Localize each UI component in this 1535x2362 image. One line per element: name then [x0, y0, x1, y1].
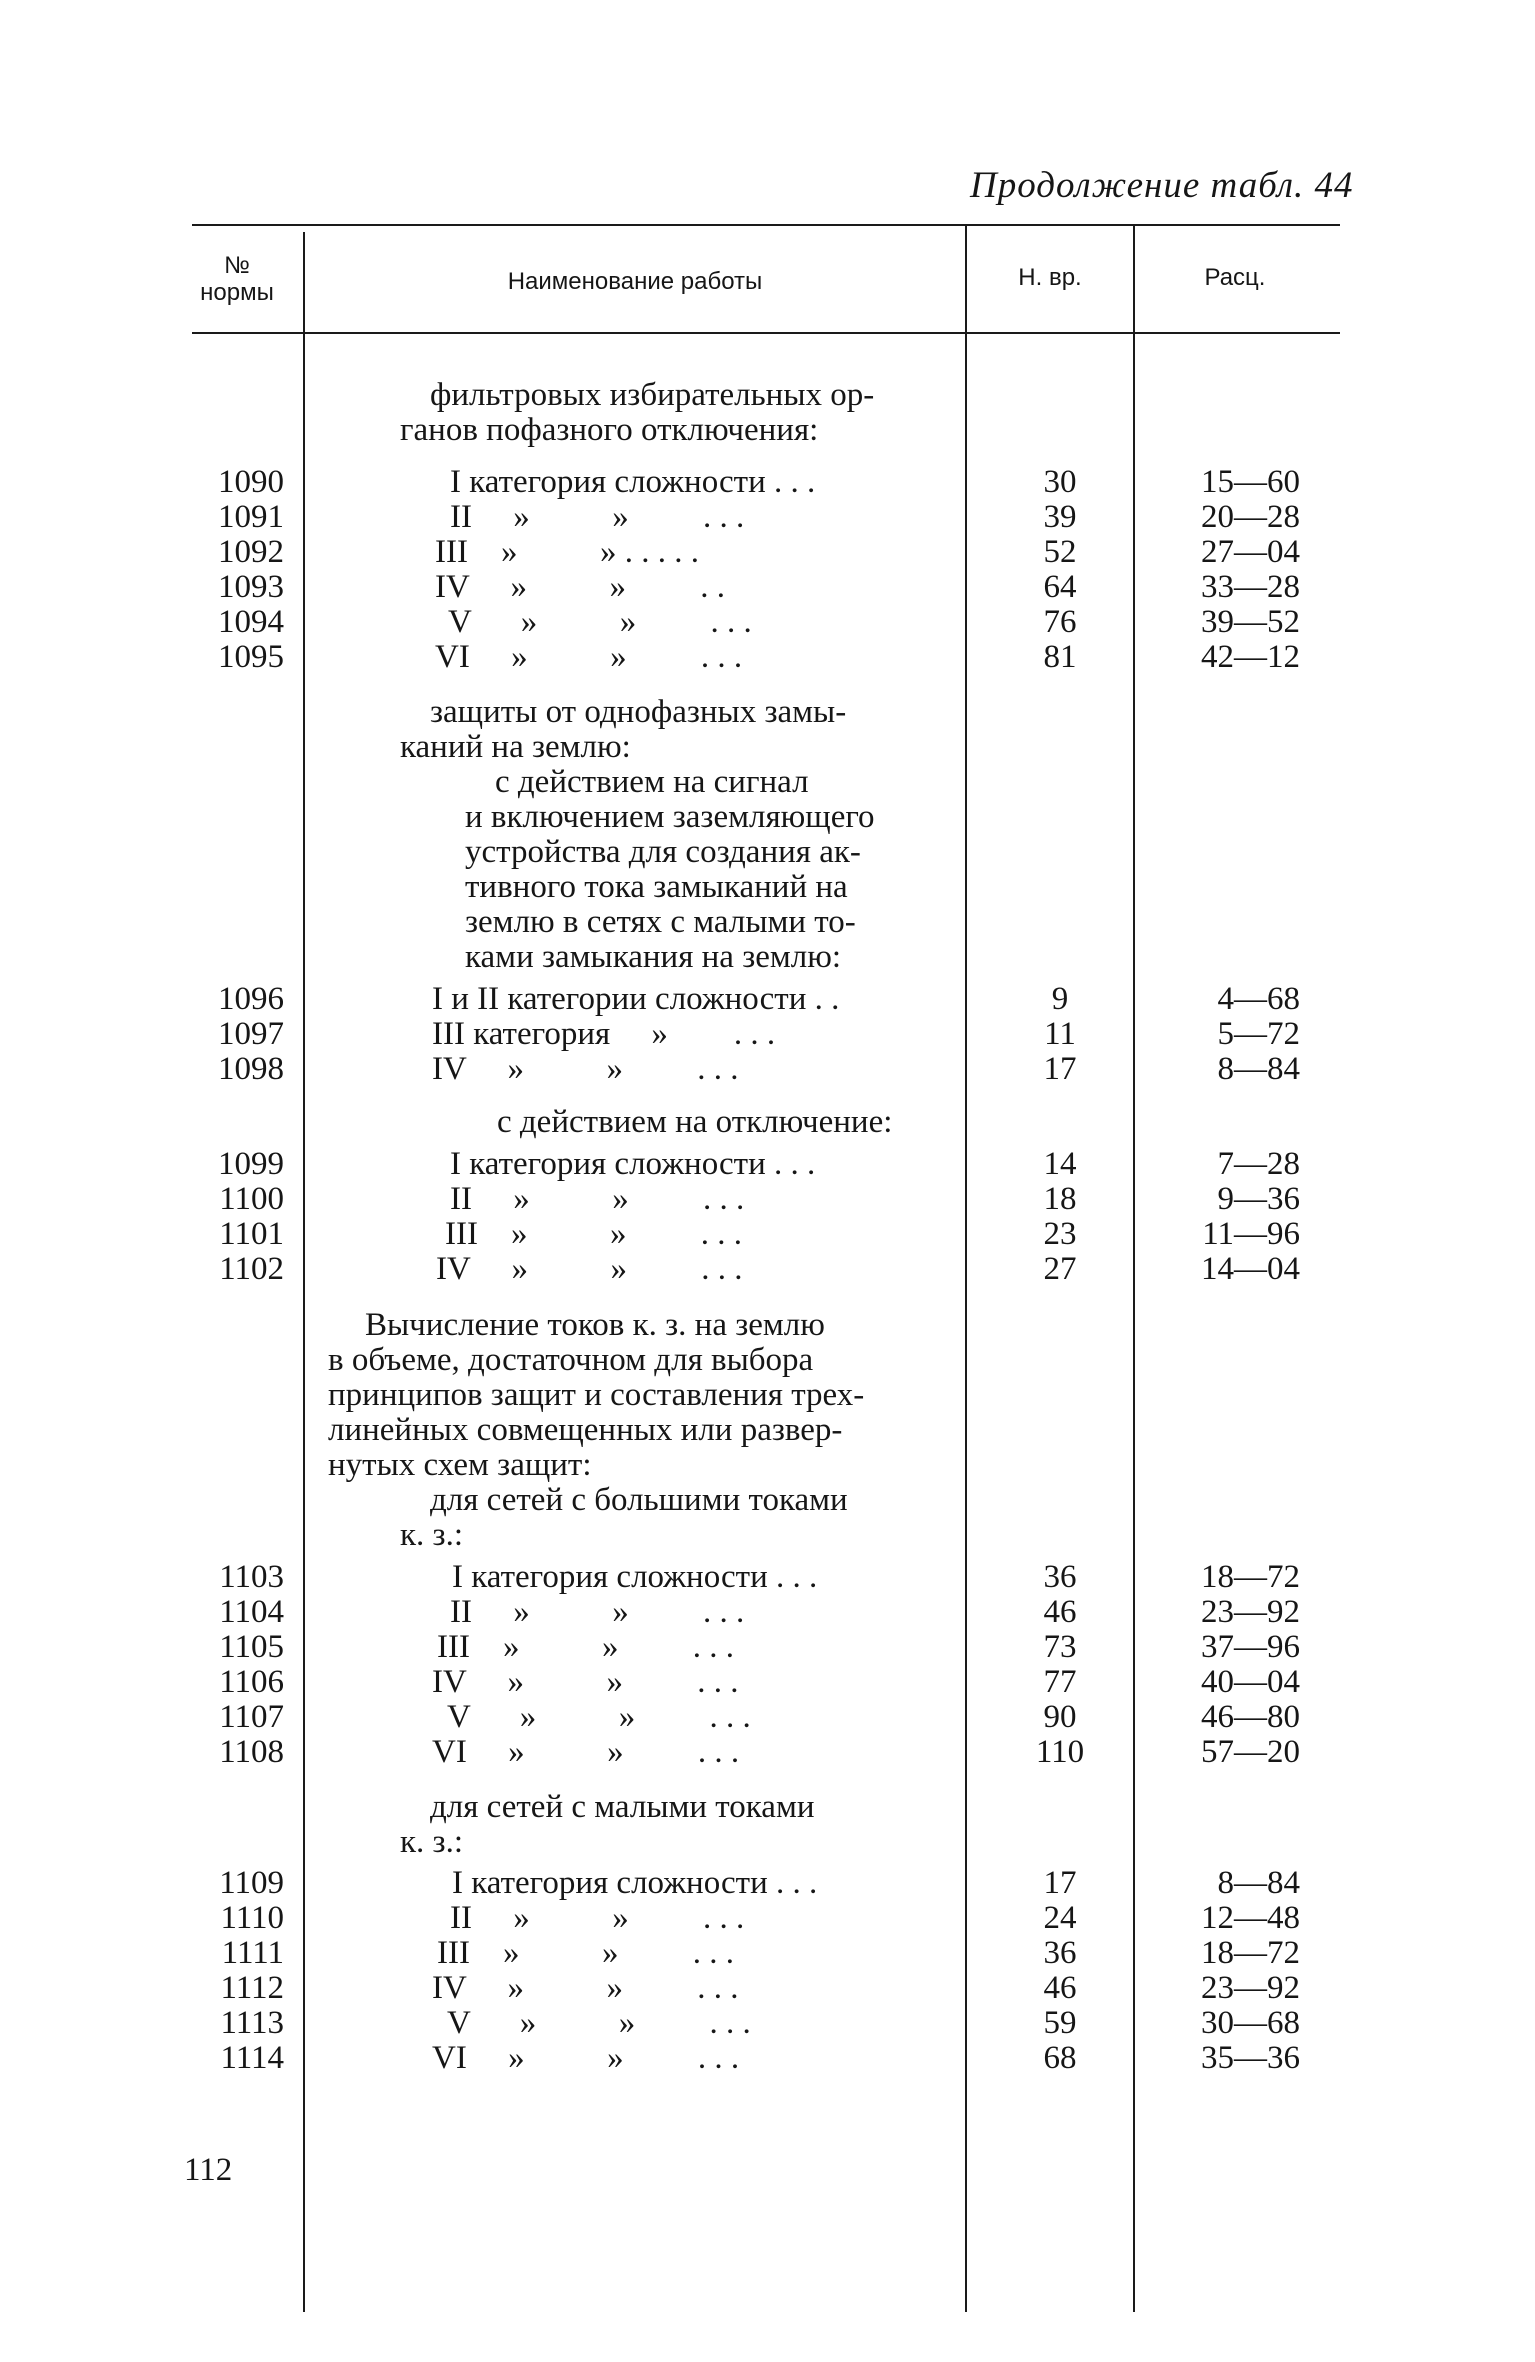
section-heading-line: ганов пофазного отключения:: [400, 412, 819, 448]
table-row: [0, 465, 1535, 500]
row-rate: 35—36: [1201, 2040, 1300, 2076]
row-number: 1111: [221, 1935, 284, 1971]
section-heading-line: принципов защит и составления трех-: [328, 1377, 865, 1413]
row-rate: 37—96: [1201, 1629, 1300, 1665]
row-time-norm: 18: [1043, 1181, 1077, 1217]
row-rate: 46—80: [1201, 1699, 1300, 1735]
row-rate: 27—04: [1201, 534, 1300, 570]
subsection-heading-line: и включением заземляющего: [465, 799, 875, 835]
row-rate: 4—68: [1217, 981, 1300, 1017]
table-row: [0, 1901, 1535, 1936]
section-heading-line: нутых схем защит:: [328, 1447, 592, 1483]
row-name: VI » » . . .: [432, 1734, 740, 1770]
header-top-rule: [192, 224, 1340, 226]
table-row: [0, 535, 1535, 570]
row-rate: 7—28: [1217, 1146, 1300, 1182]
row-name: I категория сложности . . .: [452, 1865, 818, 1901]
table-row: [0, 2006, 1535, 2041]
page-number: 112: [184, 2152, 233, 2188]
table-caption: Продолжение табл. 44: [970, 165, 1354, 206]
row-number: 1113: [220, 2005, 284, 2041]
table-row: [0, 1560, 1535, 1595]
row-number: 1090: [218, 464, 284, 500]
table-row: [0, 605, 1535, 640]
table-row: [0, 1052, 1535, 1087]
row-rate: 30—68: [1201, 2005, 1300, 2041]
row-name: III » » . . .: [445, 1216, 742, 1252]
row-name: II » » . . .: [450, 1181, 745, 1217]
row-number: 1103: [219, 1559, 284, 1595]
row-rate: 14—04: [1201, 1251, 1300, 1287]
row-time-norm: 39: [1043, 499, 1077, 535]
subsection-heading-line: ками замыкания на землю:: [465, 939, 842, 975]
table-row: [0, 982, 1535, 1017]
section-heading-line: каний на землю:: [400, 729, 631, 765]
subsection-heading-line: к. з.:: [400, 1517, 463, 1553]
row-number: 1100: [219, 1181, 284, 1217]
section-heading-line: Вычисление токов к. з. на землю: [365, 1307, 825, 1343]
row-time-norm: 11: [1044, 1016, 1076, 1052]
row-time-norm: 77: [1043, 1664, 1077, 1700]
table-row: [0, 640, 1535, 675]
row-number: 1097: [218, 1016, 284, 1052]
subsection-heading-line: для сетей с большими токами: [430, 1482, 848, 1518]
row-name: III » » . . .: [437, 1629, 734, 1665]
row-rate: 5—72: [1217, 1016, 1300, 1052]
row-time-norm: 46: [1043, 1970, 1077, 2006]
subsection-heading-line: с действием на отключение:: [497, 1104, 893, 1140]
table-row: [0, 1936, 1535, 1971]
row-time-norm: 24: [1043, 1900, 1077, 1936]
row-time-norm: 36: [1043, 1935, 1077, 1971]
column-header-time-norm: Н. вр.: [1018, 264, 1082, 291]
row-name: V » » . . .: [447, 2005, 751, 2041]
row-name: IV » » . . .: [436, 1251, 743, 1287]
row-time-norm: 64: [1043, 569, 1077, 605]
row-rate: 9—36: [1217, 1181, 1300, 1217]
row-name: IV » » . . .: [432, 1970, 739, 2006]
table-row: [0, 1971, 1535, 2006]
row-name: IV » » . . .: [432, 1051, 739, 1087]
row-rate: 20—28: [1201, 499, 1300, 535]
header-bottom-rule: [192, 332, 1340, 334]
row-number: 1107: [219, 1699, 284, 1735]
row-name: I и II категории сложности . .: [432, 981, 840, 1017]
row-number: 1114: [220, 2040, 284, 2076]
column-header-rate: Расц.: [1204, 264, 1266, 291]
subsection-heading-line: тивного тока замыканий на: [465, 869, 848, 905]
row-number: 1105: [219, 1629, 284, 1665]
table-row: [0, 1595, 1535, 1630]
row-rate: 8—84: [1217, 1865, 1300, 1901]
row-number: 1101: [219, 1216, 284, 1252]
row-time-norm: 14: [1043, 1146, 1077, 1182]
subsection-heading-line: с действием на сигнал: [495, 764, 809, 800]
row-time-norm: 73: [1043, 1629, 1077, 1665]
row-time-norm: 81: [1043, 639, 1077, 675]
row-number: 1112: [220, 1970, 284, 2006]
row-number: 1106: [219, 1664, 284, 1700]
row-name: I категория сложности . . .: [452, 1559, 818, 1595]
row-number: 1094: [218, 604, 284, 640]
row-time-norm: 76: [1043, 604, 1077, 640]
row-time-norm: 17: [1043, 1051, 1077, 1087]
row-rate: 42—12: [1201, 639, 1300, 675]
row-name: I категория сложности . . .: [450, 464, 816, 500]
row-time-norm: 9: [1051, 981, 1069, 1017]
row-name: IV » » . . .: [432, 1664, 739, 1700]
row-rate: 8—84: [1217, 1051, 1300, 1087]
row-number: 1098: [218, 1051, 284, 1087]
row-number: 1099: [218, 1146, 284, 1182]
subsection-heading-line: для сетей с малыми токами: [430, 1789, 815, 1825]
row-number: 1091: [218, 499, 284, 535]
row-number: 1110: [220, 1900, 284, 1936]
table-row: [0, 1735, 1535, 1770]
section-heading-line: фильтровых избирательных ор-: [430, 377, 875, 413]
row-name: I категория сложности . . .: [450, 1146, 816, 1182]
row-number: 1096: [218, 981, 284, 1017]
table-row: [0, 1182, 1535, 1217]
subsection-heading-line: землю в сетях с малыми то-: [465, 904, 856, 940]
table-row: [0, 1630, 1535, 1665]
row-name: III » » . . .: [437, 1935, 734, 1971]
row-name: II » » . . .: [450, 1900, 745, 1936]
row-name: VI » » . . .: [435, 639, 743, 675]
table-row: [0, 500, 1535, 535]
row-number: 1109: [219, 1865, 284, 1901]
row-rate: 11—96: [1202, 1216, 1300, 1252]
row-number: 1102: [219, 1251, 284, 1287]
row-time-norm: 27: [1043, 1251, 1077, 1287]
row-rate: 40—04: [1201, 1664, 1300, 1700]
table-row: [0, 570, 1535, 605]
table-row: [0, 1252, 1535, 1287]
table-row: [0, 1866, 1535, 1901]
row-name: V » » . . .: [447, 1699, 751, 1735]
row-time-norm: 110: [1035, 1734, 1085, 1770]
row-number: 1093: [218, 569, 284, 605]
row-name: V » » . . .: [448, 604, 752, 640]
row-number: 1095: [218, 639, 284, 675]
row-time-norm: 52: [1043, 534, 1077, 570]
row-number: 1108: [219, 1734, 284, 1770]
row-name: VI » » . . .: [432, 2040, 740, 2076]
table-row: [0, 1665, 1535, 1700]
row-name: III категория » . . .: [432, 1016, 776, 1052]
row-number: 1104: [219, 1594, 284, 1630]
row-time-norm: 30: [1043, 464, 1077, 500]
row-time-norm: 68: [1043, 2040, 1077, 2076]
section-heading-line: линейных совмещенных или развер-: [328, 1412, 843, 1448]
row-rate: 12—48: [1201, 1900, 1300, 1936]
section-heading-line: защиты от однофазных замы-: [430, 694, 847, 730]
row-name: III » » . . . . .: [435, 534, 699, 570]
column-header-number: № нормы: [200, 252, 274, 306]
row-name: II » » . . .: [450, 499, 745, 535]
row-name: IV » » . .: [435, 569, 725, 605]
subsection-heading-line: устройства для создания ак-: [465, 834, 861, 870]
row-time-norm: 46: [1043, 1594, 1077, 1630]
table-row: [0, 1700, 1535, 1735]
subsection-heading-line: к. з.:: [400, 1824, 463, 1860]
row-rate: 39—52: [1201, 604, 1300, 640]
row-rate: 18—72: [1201, 1935, 1300, 1971]
row-time-norm: 23: [1043, 1216, 1077, 1252]
row-time-norm: 59: [1043, 2005, 1077, 2041]
table-row: [0, 1217, 1535, 1252]
table-row: [0, 1017, 1535, 1052]
table-row: [0, 2041, 1535, 2076]
row-time-norm: 90: [1043, 1699, 1077, 1735]
row-rate: 23—92: [1201, 1594, 1300, 1630]
column-header-name: Наименование работы: [507, 268, 763, 295]
section-heading-line: в объеме, достаточном для выбора: [328, 1342, 814, 1378]
row-time-norm: 17: [1043, 1865, 1077, 1901]
row-rate: 33—28: [1201, 569, 1300, 605]
row-rate: 18—72: [1201, 1559, 1300, 1595]
row-rate: 15—60: [1201, 464, 1300, 500]
row-name: II » » . . .: [450, 1594, 745, 1630]
row-time-norm: 36: [1043, 1559, 1077, 1595]
row-rate: 57—20: [1201, 1734, 1300, 1770]
row-number: 1092: [218, 534, 284, 570]
table-row: [0, 1147, 1535, 1182]
row-rate: 23—92: [1201, 1970, 1300, 2006]
